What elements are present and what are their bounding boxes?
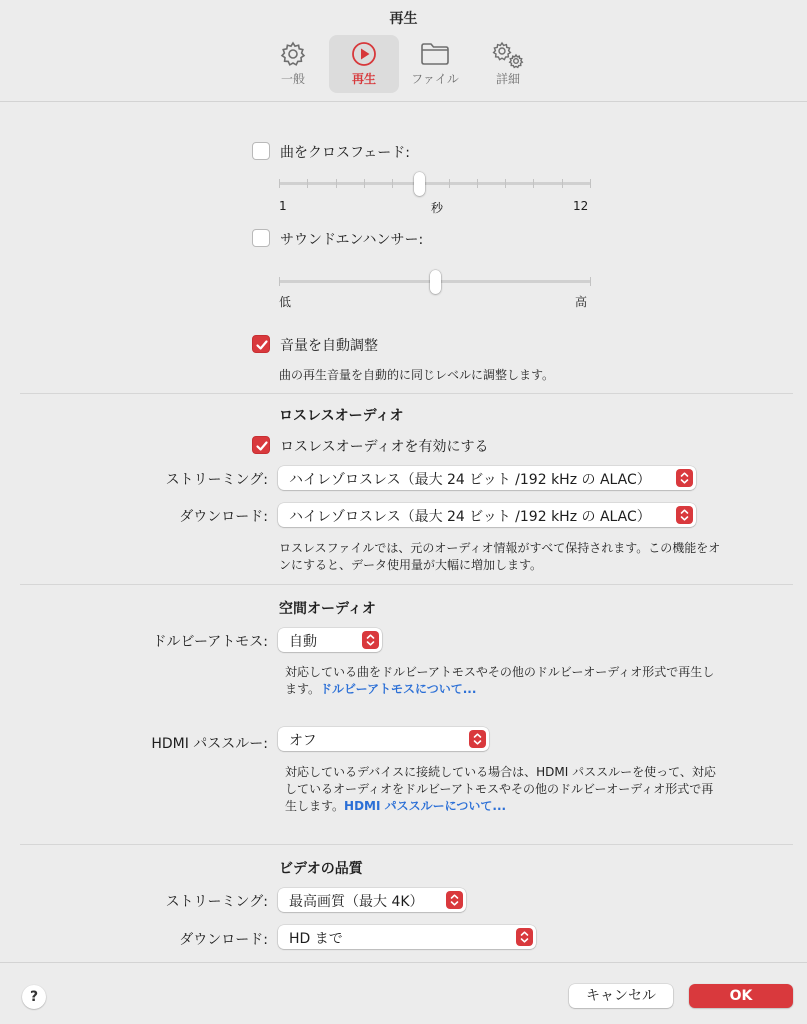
- popup-stepper: [362, 631, 379, 649]
- checkmark-icon: [255, 338, 269, 352]
- sound-enhancer-label: サウンドエンハンサー:: [280, 232, 424, 248]
- folder-icon: [419, 40, 451, 68]
- dolby-atmos-label: ドルビーアトモス:: [152, 634, 268, 650]
- tab-advanced-label: 詳細: [495, 72, 520, 86]
- slider-tick: [449, 179, 450, 188]
- tab-playback[interactable]: [329, 35, 399, 93]
- footer-divider: [0, 962, 807, 963]
- video-streaming-label: ストリーミング:: [165, 894, 268, 910]
- slider-tick: [562, 179, 563, 188]
- video-download-popup[interactable]: [278, 925, 536, 949]
- hdmi-passthrough-label: HDMI パススルー:: [151, 736, 268, 752]
- slider-tick: [364, 179, 365, 188]
- popup-stepper: [676, 469, 693, 487]
- chevron-up-down-icon: [679, 508, 690, 522]
- video-streaming-value: 最高画質（最大 4K）: [289, 894, 424, 910]
- dolby-atmos-info-link[interactable]: ドルビーアトモスについて...: [320, 682, 477, 696]
- lossless-checkbox[interactable]: [252, 436, 270, 454]
- section-divider: [20, 584, 793, 585]
- slider-tick: [590, 277, 591, 286]
- spatial-heading: 空間オーディオ: [279, 601, 376, 617]
- checkmark-icon: [255, 439, 269, 453]
- slider-tick: [533, 179, 534, 188]
- popup-stepper: [446, 891, 463, 909]
- lossless-description-line: ンにすると、データ使用量が大幅に増加します。: [279, 558, 543, 572]
- sound-enhancer-slider-knob[interactable]: [430, 270, 441, 294]
- tab-files[interactable]: [400, 35, 470, 93]
- crossfade-checkbox[interactable]: [252, 142, 270, 160]
- lossless-description-line: ロスレスファイルでは、元のオーディオ情報がすべて保持されます。この機能をオ: [279, 541, 721, 555]
- lossless-download-value: ハイレゾロスレス（最大 24 ビット /192 kHz の ALAC）: [289, 509, 651, 525]
- hdmi-passthrough-value: オフ: [289, 733, 317, 749]
- help-button[interactable]: ?: [22, 985, 46, 1009]
- slider-tick: [279, 179, 280, 188]
- dolby-atmos-description: [285, 664, 714, 698]
- popup-stepper: [516, 928, 533, 946]
- crossfade-label: 曲をクロスフェード:: [280, 145, 411, 161]
- lossless-description: [279, 540, 720, 574]
- slider-tick: [505, 179, 506, 188]
- lossless-enable-label: ロスレスオーディオを有効にする: [280, 439, 489, 455]
- gears-icon: [490, 40, 526, 70]
- slider-tick: [477, 179, 478, 188]
- dolby-atmos-description-line2: [285, 681, 714, 698]
- popup-stepper: [469, 730, 486, 748]
- sound-check-description: 曲の再生音量を自動的に同じレベルに調整します。: [279, 368, 555, 382]
- hdmi-description-line3: [285, 798, 716, 815]
- lossless-download-label: ダウンロード:: [179, 509, 268, 525]
- slider-tick: [307, 179, 308, 188]
- dolby-atmos-value: 自動: [289, 634, 317, 650]
- section-divider: [20, 393, 793, 394]
- hdmi-description-line: 対応しているデバイスに接続している場合は、HDMI パススルーを使って、対応: [285, 765, 716, 779]
- crossfade-min-label: 1: [279, 199, 287, 213]
- sound-enhancer-slider[interactable]: [279, 270, 591, 294]
- popup-stepper: [676, 506, 693, 524]
- section-divider: [20, 844, 793, 845]
- crossfade-unit-label: 秒: [431, 201, 444, 215]
- slider-tick: [392, 179, 393, 188]
- dolby-atmos-description-text: ます。: [285, 682, 321, 696]
- tab-general-label: 一般: [280, 72, 305, 86]
- slider-tick: [336, 179, 337, 188]
- chevron-up-down-icon: [519, 930, 530, 944]
- tab-advanced[interactable]: [473, 35, 543, 93]
- crossfade-slider-track: [279, 182, 591, 185]
- lossless-streaming-label: ストリーミング:: [165, 472, 268, 488]
- lossless-streaming-value: ハイレゾロスレス（最大 24 ビット /192 kHz の ALAC）: [289, 472, 651, 488]
- toolbar-divider: [0, 101, 807, 102]
- window-title: 再生: [389, 11, 418, 27]
- ok-button[interactable]: OK: [689, 984, 793, 1008]
- gear-icon: [279, 40, 307, 68]
- hdmi-description-line: しているオーディオをドルビーアトモスやその他のドルビーオーディオ形式で再: [285, 782, 714, 796]
- sound-enhancer-max-label: 高: [575, 295, 588, 309]
- chevron-up-down-icon: [449, 893, 460, 907]
- tab-playback-label: 再生: [351, 72, 376, 86]
- tab-files-label: ファイル: [411, 72, 459, 86]
- hdmi-passthrough-info-link[interactable]: HDMI パススルーについて...: [344, 799, 507, 813]
- lossless-download-popup[interactable]: [278, 503, 696, 527]
- hdmi-passthrough-popup[interactable]: [278, 727, 489, 751]
- tab-general[interactable]: [258, 35, 328, 93]
- crossfade-slider-knob[interactable]: [414, 172, 425, 196]
- cancel-button[interactable]: キャンセル: [569, 984, 673, 1008]
- slider-tick: [279, 277, 280, 286]
- video-download-value: HD まで: [289, 931, 343, 947]
- play-circle-icon: [350, 40, 378, 68]
- sound-enhancer-min-label: 低: [279, 295, 292, 309]
- crossfade-slider[interactable]: [279, 172, 591, 196]
- video-download-label: ダウンロード:: [179, 932, 268, 948]
- toolbar-tabs: [0, 35, 807, 95]
- hdmi-description-text: 生します。: [285, 799, 345, 813]
- video-quality-heading: ビデオの品質: [279, 861, 363, 877]
- slider-tick: [590, 179, 591, 188]
- dolby-atmos-popup[interactable]: [278, 628, 382, 652]
- chevron-up-down-icon: [365, 633, 376, 647]
- chevron-up-down-icon: [472, 732, 483, 746]
- crossfade-max-label: 12: [573, 199, 589, 213]
- dolby-atmos-description-line: 対応している曲をドルビーアトモスやその他のドルビーオーディオ形式で再生し: [285, 665, 715, 679]
- sound-enhancer-checkbox[interactable]: [252, 229, 270, 247]
- lossless-streaming-popup[interactable]: [278, 466, 696, 490]
- lossless-heading: ロスレスオーディオ: [279, 408, 404, 424]
- hdmi-passthrough-description: [285, 764, 716, 815]
- sound-check-checkbox[interactable]: [252, 335, 270, 353]
- video-streaming-popup[interactable]: [278, 888, 466, 912]
- chevron-up-down-icon: [679, 471, 690, 485]
- sound-check-label: 音量を自動調整: [280, 338, 378, 354]
